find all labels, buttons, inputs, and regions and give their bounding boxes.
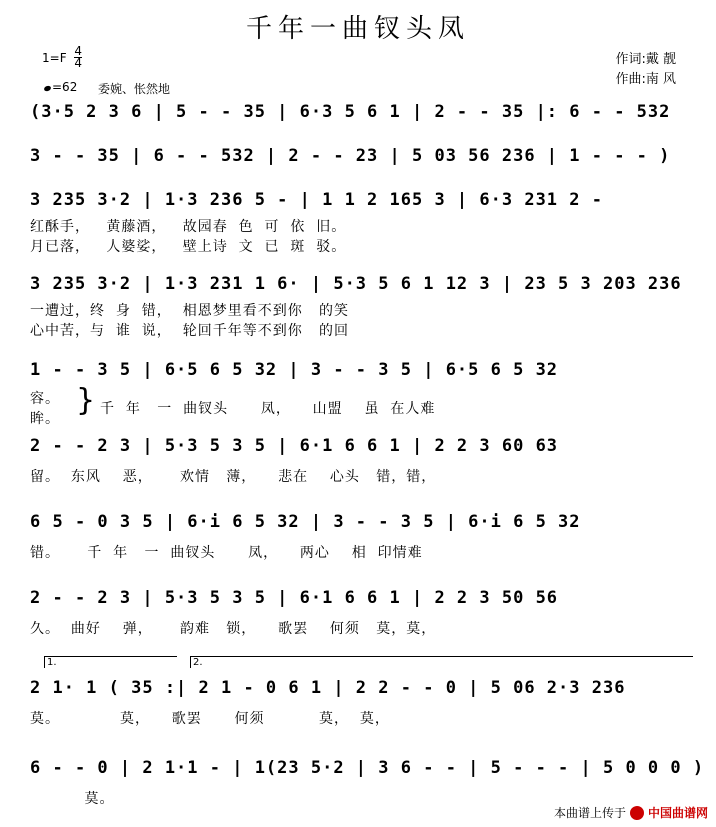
volta-1: 1.	[44, 656, 177, 668]
notes-line: 6 - - 0 | 2 1·1 - | 1(23 5·2 | 3 6 - - | 5 - - - | 5 0 0 0 )	[30, 758, 705, 778]
lyric-verse-1: 红酥手， 黄藤酒， 故园春 色 可 依 旧。	[30, 219, 347, 235]
brace-icon: }	[76, 383, 96, 418]
notes-line: 2 1· 1 ( 35 :| 2 1 - 0 6 1 | 2 2 - - 0 | 5 06 2·3 236	[30, 678, 626, 698]
score-title: 千年一曲钗头凤	[245, 14, 470, 44]
time-sig-bottom: 4	[74, 56, 83, 70]
volta-2: 2.	[190, 656, 693, 668]
quarter-note-icon	[43, 85, 51, 92]
notes-line: 3 - - 35 | 6 - - 532 | 2 - - 23 | 5 03 56 236 | 1 - - - )	[30, 146, 671, 166]
notes-line: 3 235 3·2 | 1·3 231 1 6· | 5·3 5 6 1 12 3 | 23 5 3 203 236	[30, 274, 682, 294]
site-logo-icon	[630, 806, 644, 820]
watermark-brand: 中国曲谱网	[647, 806, 708, 820]
lyric-line: 留。 东风 恶， 欢情 薄， 悲在 心头 错，错，	[30, 469, 437, 485]
notes-line: 1 - - 3 5 | 6·5 6 5 32 | 3 - - 3 5 | 6·5 6 5 32	[30, 360, 559, 380]
lyric-refrain: 千 年 一 曲钗头 凤， 山盟 虽 在人难	[100, 401, 436, 417]
lyric-verse-2: 月已落， 人婆娑， 壁上诗 文 已 斑 驳。	[30, 239, 347, 255]
lyric-verse-1: 容。	[30, 391, 60, 407]
watermark	[554, 804, 708, 821]
credits	[615, 50, 676, 90]
tempo-value: =62	[52, 80, 78, 94]
notes-line: 3 235 3·2 | 1·3 236 5 - | 1 1 2 165 3 | 6·3 231 2 -	[30, 190, 603, 210]
lyric-verse-1: 一遭过，终 身 错， 相恩梦里看不到你 的笑	[30, 303, 350, 319]
key-and-time	[42, 46, 82, 69]
time-sig-top: 4	[74, 44, 83, 58]
notes-line: 6 5 - 0 3 5 | 6·i 6 5 32 | 3 - - 3 5 | 6·i 6 5 32	[30, 512, 581, 532]
notes-line: (3·5 2 3 6 | 5 - - 35 | 6·3 5 6 1 | 2 - - 35 |: 6 - - 532	[30, 102, 671, 122]
lyric-verse-2: 眸。	[30, 411, 60, 427]
notes-line: 2 - - 2 3 | 5·3 5 3 5 | 6·1 6 6 1 | 2 2 3 50 56	[30, 588, 559, 608]
expression-marking: 委婉、怅然地	[98, 82, 171, 96]
lyric-line: 莫。 莫， 歌罢 何须 莫， 莫，	[30, 711, 390, 727]
lyric-line: 莫。	[30, 791, 115, 807]
watermark-text: 本曲谱上传于	[553, 806, 626, 820]
composer-credit: 作曲:南 风	[615, 72, 676, 87]
lyric-line: 久。 曲好 弹， 韵难 锁， 歌罢 何须 莫，莫，	[30, 621, 437, 637]
tempo-marking	[44, 80, 77, 94]
lyricist-credit: 作词:戴 靓	[615, 52, 676, 67]
time-signature	[74, 46, 82, 69]
key-signature: 1=F	[42, 50, 67, 65]
lyric-line: 错。 千 年 一 曲钗头 凤， 两心 相 印情难	[30, 545, 423, 561]
lyric-verse-2: 心中苦，与 谁 说， 轮回千年等不到你 的回	[30, 323, 350, 339]
notes-line: 2 - - 2 3 | 5·3 5 3 5 | 6·1 6 6 1 | 2 2 3 60 63	[30, 436, 559, 456]
